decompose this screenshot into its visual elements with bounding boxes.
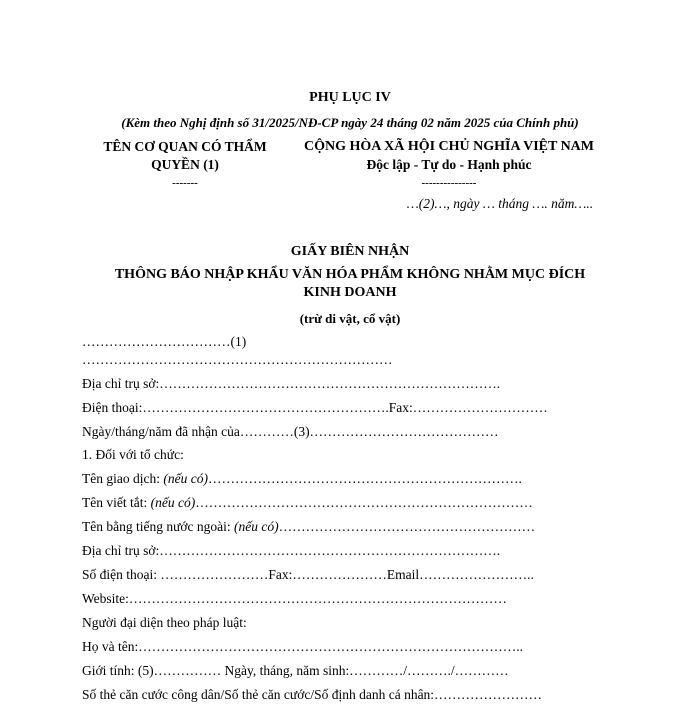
contact-field: Số điện thoại: ……………………Fax:…………………Email…………………….. [82, 567, 534, 582]
website-field: Website:………………………………………………………………………… [82, 591, 507, 606]
agency-rule: ------- [172, 177, 198, 189]
short-name-field [82, 494, 533, 512]
short-name-label: Tên viết tắt: [82, 495, 151, 510]
trade-name-field [82, 470, 522, 488]
received-date-field: Ngày/tháng/năm đã nhận của…………(3)…………………………………… [82, 424, 499, 439]
motto-rule: --------------- [421, 177, 477, 189]
gender-birthdate-field: Giới tính: (5)…………… Ngày, tháng, năm sinh:…………/………./………… [82, 663, 509, 678]
nation-name: CỘNG HÒA XÃ HỘI CHỦ NGHĨA VIỆT NAM [303, 139, 594, 154]
office-address-field: Địa chỉ trụ sở:…………………………………………………………………. [82, 376, 501, 391]
short-name-optional-note: (nếu có) [150, 495, 196, 510]
foreign-name-label: Tên bằng tiếng nước ngoài: [82, 519, 235, 534]
foreign-name-optional-note: (nếu có) [234, 519, 279, 534]
nation-block [280, 138, 618, 192]
trade-name-label: Tên giao dịch: [82, 471, 164, 486]
short-name-dots: ………………………………………………………………… [195, 495, 533, 510]
nation-motto: Độc lập - Tự do - Hạnh phúc [366, 157, 532, 172]
agency-name-line2: QUYỀN (1) [151, 157, 219, 172]
id-number-field: Số thẻ căn cước công dân/Số thẻ căn cước/Số định danh cá nhân:…………………… [82, 687, 543, 702]
section-organization-heading: 1. Đối với tổ chức: [82, 447, 184, 462]
document-subtitle-note: (trừ di vật, cổ vật) [299, 311, 401, 326]
organization-address-field: Địa chỉ trụ sở:…………………………………………………………………. [82, 543, 501, 558]
appendix-title: PHỤ LỤC IV [309, 90, 391, 105]
document-subtitle-line1: THÔNG BÁO NHẬP KHẨU VĂN HÓA PHẨM KHÔNG NHẰM MỤC ĐÍCH [114, 267, 586, 282]
document-subtitle-line2: KINH DOANH [303, 285, 397, 300]
agency-block [92, 138, 278, 192]
full-name-field: Họ và tên:………………………………………………………………………….. [82, 639, 523, 654]
trade-name-dots: ……………………………………………………………. [207, 471, 522, 486]
agency-name-line1: TÊN CƠ QUAN CÓ THẨM [103, 139, 267, 154]
place-date-line: …(2)…, ngày … tháng …. năm….. [406, 196, 594, 211]
foreign-name-dots: ………………………………………………… [278, 519, 536, 534]
trade-name-optional-note: (nếu có) [163, 471, 208, 486]
foreign-name-field [82, 518, 535, 536]
decree-note: (Kèm theo Nghị định số 31/2025/NĐ-CP ngày 24 tháng 02 năm 2025 của Chính phủ) [121, 115, 579, 130]
phone-fax-field: Điện thoại:……………………………………………….Fax:………………………… [82, 400, 548, 415]
document-title: GIẤY BIÊN NHẬN [290, 244, 410, 259]
agency-name-field: ……………………………(1) [82, 334, 247, 349]
legal-representative-heading: Người đại diện theo pháp luật: [82, 615, 247, 630]
agency-name-field-continued: …………………………………………………………… [82, 352, 393, 367]
